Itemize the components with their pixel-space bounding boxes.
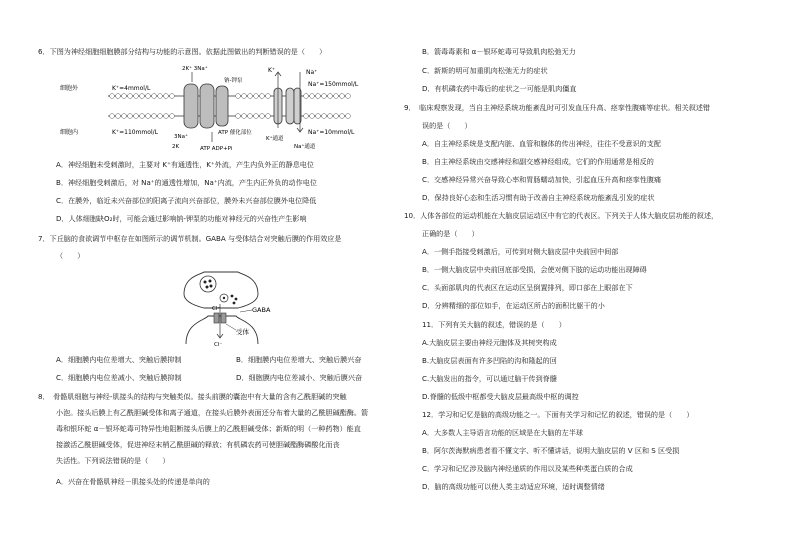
q10-stem: 10．人体各部位的运动机能在大脑皮层运动区中有它的代表区。下列关于人体大脑皮层功能的叙述， [404, 211, 719, 220]
q6-option-a: A．神经细胞未受刺激时，主要对 K⁺有通透性，K⁺外流，产生内负外正的静息电位 [56, 160, 314, 169]
fig-na-out: Na⁺=150mmol/L [308, 81, 359, 88]
fig-k-channel: K⁺通道 [266, 136, 284, 142]
fig-k-symbol: K⁺ [268, 67, 276, 74]
q6-option-c: C．在膜外，临近未兴奋部位的阳离子流向兴奋部位，膜外未兴奋部位膜外电位降低 [56, 196, 317, 205]
q11-option-b: B.大脑皮层表面有许多凹陷的沟和隆起的回 [422, 356, 557, 365]
q12-option-c: C．学习和记忆涉及脑内神经递质的作用以及某些种类蛋白质的合成 [422, 464, 633, 473]
fig-k-in: K⁺=110mmol/L [112, 129, 158, 136]
q10-option-d: D．分辨精细的部位如手，在运动区所占的面积比躯干的小 [422, 301, 605, 310]
fig-gaba-label: GABA [252, 306, 271, 314]
sodium-potassium-pump [184, 84, 228, 128]
fig-pump-3na: 3Na⁺ [174, 134, 188, 140]
q7-option-a: A．细胞膜内电位差增大、突触后膜抑制 [56, 355, 182, 364]
fig-inside-label: 细胞内 [60, 129, 79, 136]
q7-synapse-figure [180, 268, 290, 348]
q10-option-c: C．头面部肌肉的代表区在运动区呈倒置排列，即口部在上眼部在下 [422, 283, 633, 292]
fig-pump-top: 2K⁺ 3Na⁺ [182, 66, 208, 72]
q8-line-2: 小泡。接头后膜上有乙酰胆碱受体和离子通道，在接头后膜外表面还分布着大量的乙酰胆碱酯酶。箭 [56, 408, 369, 417]
q7-option-c: C．细胞膜内电位差减小、突触后膜抑制 [56, 373, 182, 382]
fig-atp-site: ATP 催化部位 [218, 130, 252, 136]
fig-na-in: Na⁺=10mmol/L [308, 129, 355, 136]
q7-option-b: B．细胞膜内电位差增大、突触后膜兴奋 [236, 355, 362, 364]
fig-cl-top: Cl⁻ [212, 306, 221, 312]
q11-option-c: C.大脑发出的指令，可以通过脑干传到脊髓 [422, 374, 557, 383]
q8-line-4: 接激活乙酰胆碱受体，促进神经末梢乙酰胆碱的释放；有机磷农药可使胆碱酯酶磷酸化而丧 [56, 440, 340, 449]
q12-stem: 12．学习和记忆是脑的高级功能之一。下面有关学习和记忆的叙述，错误的是（ ） [422, 410, 694, 419]
q8-option-b: B．箭毒毒素和 α－银环蛇毒可导致肌肉松弛无力 [422, 47, 576, 56]
q6-option-b: B．神经细胞受刺激后，对 Na⁺的通透性增加，Na⁺内流，产生内正外负的动作电位 [56, 178, 317, 187]
q9-option-b: B．自主神经系统由交感神经和副交感神经组成，它们的作用通常是相反的 [422, 157, 654, 166]
q8-option-c: C．新斯的明可加重肌肉松弛无力的症状 [422, 66, 548, 75]
fig-outside-label: 细胞外 [60, 85, 79, 92]
q9-option-c: C．交感神经异常兴奋导致心率和胃肠蠕动加快，引起血压升高和痉挛性腹痛 [422, 175, 662, 184]
q9-stem-2: 误的是（ ） [422, 121, 472, 130]
q8-option-d: D．有机磷农药中毒后的症状之一可能是肌肉僵直 [422, 84, 577, 93]
q8-line-1: 8． 骨骼肌细胞与神经-肌接头的结构与突触类似。接头前膜的囊泡中有大量的含有乙酰胆碱的突触 [38, 392, 347, 401]
q9-option-d: D．保持良好心态和生活习惯有助于改善自主神经系统功能紊乱引发的症状 [422, 193, 655, 202]
q10-option-b: B．一侧大脑皮层中央前回底部受损，会使对侧下肢的运动功能出现障碍 [422, 265, 647, 274]
q7-stem: 7．下丘脑的食欲调节中枢存在如图所示的调节机制。GABA 与受体结合对突触后膜的作用效应是 [38, 234, 342, 243]
fig-na-symbol: Na⁺ [306, 69, 318, 76]
fig-atp-eq: ATP ADP+Pi [200, 146, 233, 152]
q8-option-a: A．兴奋在骨骼肌神经－肌接头处的传递是单向的 [56, 477, 210, 486]
q11-stem: 11．下列有关大脑的叙述，错误的是（ ） [422, 320, 566, 329]
q6-option-d: D．人体细胞缺O₂时，可能会通过影响钠-钾泵的功能对神经元的兴奋性产生影响 [56, 214, 307, 223]
q12-option-a: A．大多数人主导语言功能的区域是在大脑的左半球 [422, 428, 583, 437]
left-column [38, 0, 410, 560]
q8-line-3: 毒和银环蛇 α－银环蛇毒可特异性地阻断接头后膜上的乙酰胆碱受体；新斯的明（一种药物）能直 [56, 424, 361, 433]
right-column [404, 0, 776, 560]
fig-k-out: K⁺=4mmol/L [112, 85, 151, 92]
potassium-channel [274, 88, 294, 124]
q9-stem: 9． 临床观察发现，当自主神经系统功能紊乱时可引发血压升高、痉挛性腹痛等症状。相关叙述错 [404, 103, 710, 112]
q11-option-a: A.大脑皮层主要由神经元胞体及其树突构成 [422, 338, 557, 347]
q11-option-d: D.脊髓的低级中枢都受大脑皮层最高级中枢的调控 [422, 392, 579, 401]
q7-option-d: D．细胞膜内电位差减小、突触后膜兴奋 [236, 373, 363, 382]
q12-option-d: D．脑的高级功能可以使人类主动适应环境，适时调整情绪 [422, 482, 605, 491]
q10-stem-2: 正确的是（ ） [422, 229, 479, 238]
fig-cl-bottom: Cl⁻ [214, 342, 223, 348]
q8-line-5: 失活性。下列说法错误的是（ ） [56, 456, 170, 465]
q12-option-b: B．阿尔茨海默病患者看不懂文字、听不懂讲话，说明大脑皮层的 V 区和 S 区受损 [422, 446, 680, 455]
fig-na-channel: Na⁺通道 [294, 144, 316, 150]
q10-option-a: A．一侧手指接受刺激后，可传到对侧大脑皮层中央前回中间部 [422, 247, 619, 256]
fig-pump-2k: 2K [172, 144, 180, 150]
q6-membrane-figure [60, 62, 370, 154]
fig-receptor-label: 受体 [236, 328, 249, 336]
q6-stem: 6．下图为神经细胞细胞膜部分结构与功能的示意图。依据此图做出的判断错误的是（ ） [38, 47, 327, 56]
q7-paren: （ ） [56, 251, 85, 260]
fig-pump-name: 钠-钾泵 [224, 78, 243, 84]
q9-option-a: A．自主神经系统是支配内脏、血管和腺体的传出神经，往往不受意识的支配 [422, 139, 661, 148]
